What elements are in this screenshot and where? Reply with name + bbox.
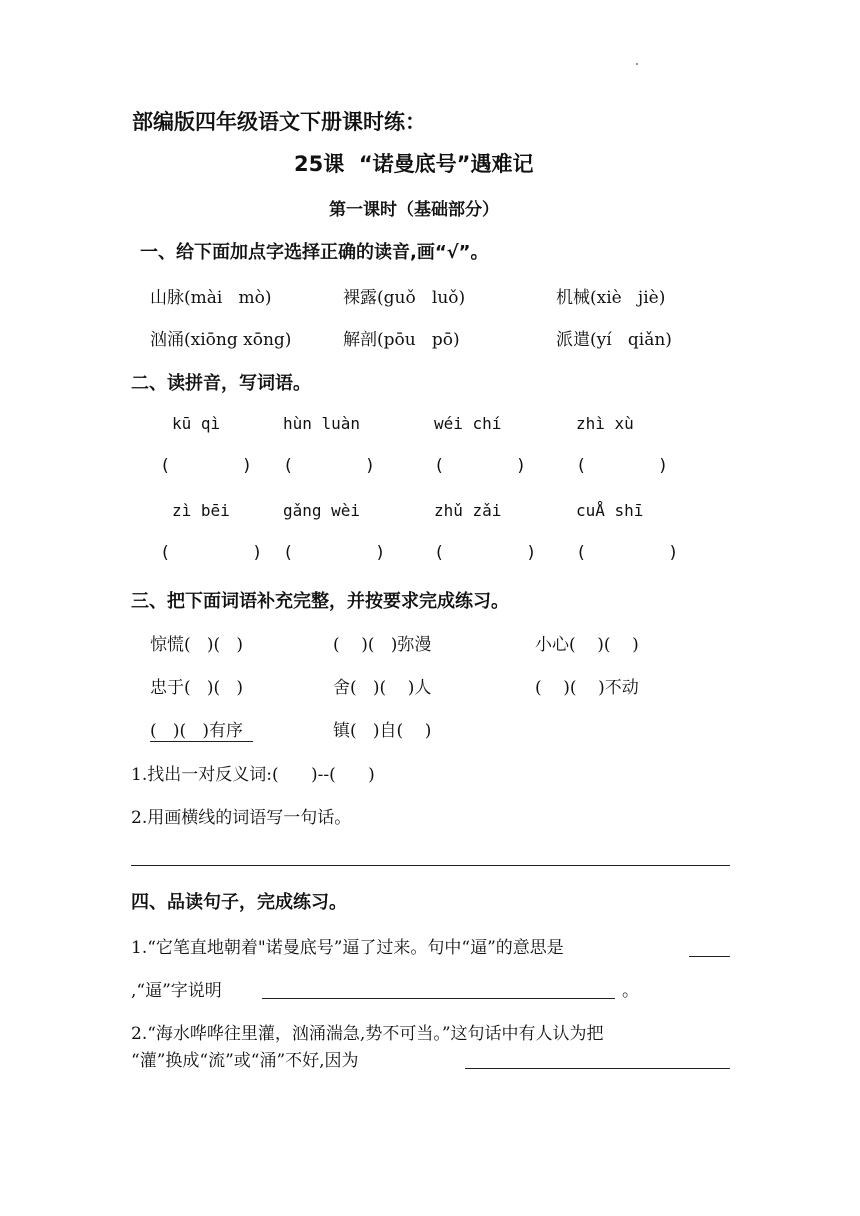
- s1-item: 山脉(mài mò): [150, 288, 272, 308]
- answer-line[interactable]: [262, 998, 615, 999]
- pinyin: cuÅ shī: [576, 501, 644, 520]
- section1-title: 一、给下面加点字选择正确的读音,画“√”。: [140, 242, 489, 263]
- s1-item: 汹涌(xiōng xōng): [150, 330, 292, 350]
- s1-item: 解剖(pōu pō): [343, 330, 460, 350]
- answer-line[interactable]: [465, 1068, 730, 1069]
- pinyin: zì bēi: [172, 501, 230, 520]
- corner-dot: [636, 63, 638, 65]
- answer-blank[interactable]: ( ): [434, 543, 537, 563]
- idiom-fill[interactable]: ( )( )不动: [535, 678, 639, 698]
- answer-blank[interactable]: ( ): [283, 456, 376, 476]
- reading-question-2: 2.“海水哗哗往里灌，汹涌湍急,势不可当。”这句话中有人认为把: [131, 1024, 604, 1044]
- sentence-question: 2.用画横线的词语写一句话。: [131, 808, 352, 828]
- pinyin: zhì xù: [576, 414, 634, 433]
- pinyin: gǎng wèi: [283, 501, 361, 520]
- antonym-question[interactable]: 1.找出一对反义词:( )--( ): [131, 765, 375, 785]
- period-mark: 。: [622, 981, 639, 1001]
- reading-question-2-cont: “灌”换成“流”或“涌”不好,因为: [131, 1051, 359, 1071]
- idiom-fill[interactable]: ( )( )弥漫: [333, 635, 432, 655]
- section2-title: 二、读拼音，写词语。: [131, 373, 311, 394]
- idiom-fill[interactable]: 忠于( )( ): [150, 678, 243, 698]
- section3-title: 三、把下面词语补充完整，并按要求完成练习。: [131, 591, 509, 612]
- reading-question-1: 1.“它笔直地朝着"诺曼底号”逼了过来。句中“逼”的意思是: [131, 938, 564, 958]
- answer-blank[interactable]: ( ): [160, 456, 253, 476]
- answer-blank[interactable]: ( ): [283, 543, 386, 563]
- answer-line[interactable]: [689, 956, 730, 957]
- answer-blank[interactable]: ( ): [576, 456, 669, 476]
- idiom-fill[interactable]: 惊慌( )( ): [150, 635, 243, 655]
- idiom-fill[interactable]: 小心( )( ): [535, 635, 639, 655]
- reading-question-1-cont: ,“逼”字说明: [131, 981, 222, 1001]
- section4-title: 四、品读句子，完成练习。: [131, 892, 347, 913]
- idiom-fill[interactable]: 镇( )自( ): [333, 721, 432, 741]
- pinyin: wéi chí: [434, 414, 502, 433]
- pinyin: kū qì: [172, 414, 221, 433]
- idiom-fill[interactable]: 舍( )( )人: [333, 678, 432, 698]
- lesson-title: 25课 “诺曼底号”遇难记: [294, 152, 534, 176]
- pinyin: zhǔ zǎi: [434, 501, 502, 520]
- answer-line[interactable]: [131, 865, 730, 866]
- s1-item: 机械(xiè jiè): [556, 288, 666, 308]
- period-subtitle: 第一课时（基础部分）: [329, 200, 499, 220]
- answer-blank[interactable]: ( ): [434, 456, 527, 476]
- series-title: 部编版四年级语文下册课时练：: [132, 110, 426, 134]
- answer-blank[interactable]: ( ): [160, 543, 263, 563]
- underlined-idiom-fill[interactable]: ( )( )有序: [150, 716, 253, 742]
- pinyin: hùn luàn: [283, 414, 361, 433]
- s1-item: 派遣(yí qiǎn): [556, 330, 672, 350]
- s1-item: 裸露(guǒ luǒ): [343, 288, 466, 308]
- answer-blank[interactable]: ( ): [576, 543, 679, 563]
